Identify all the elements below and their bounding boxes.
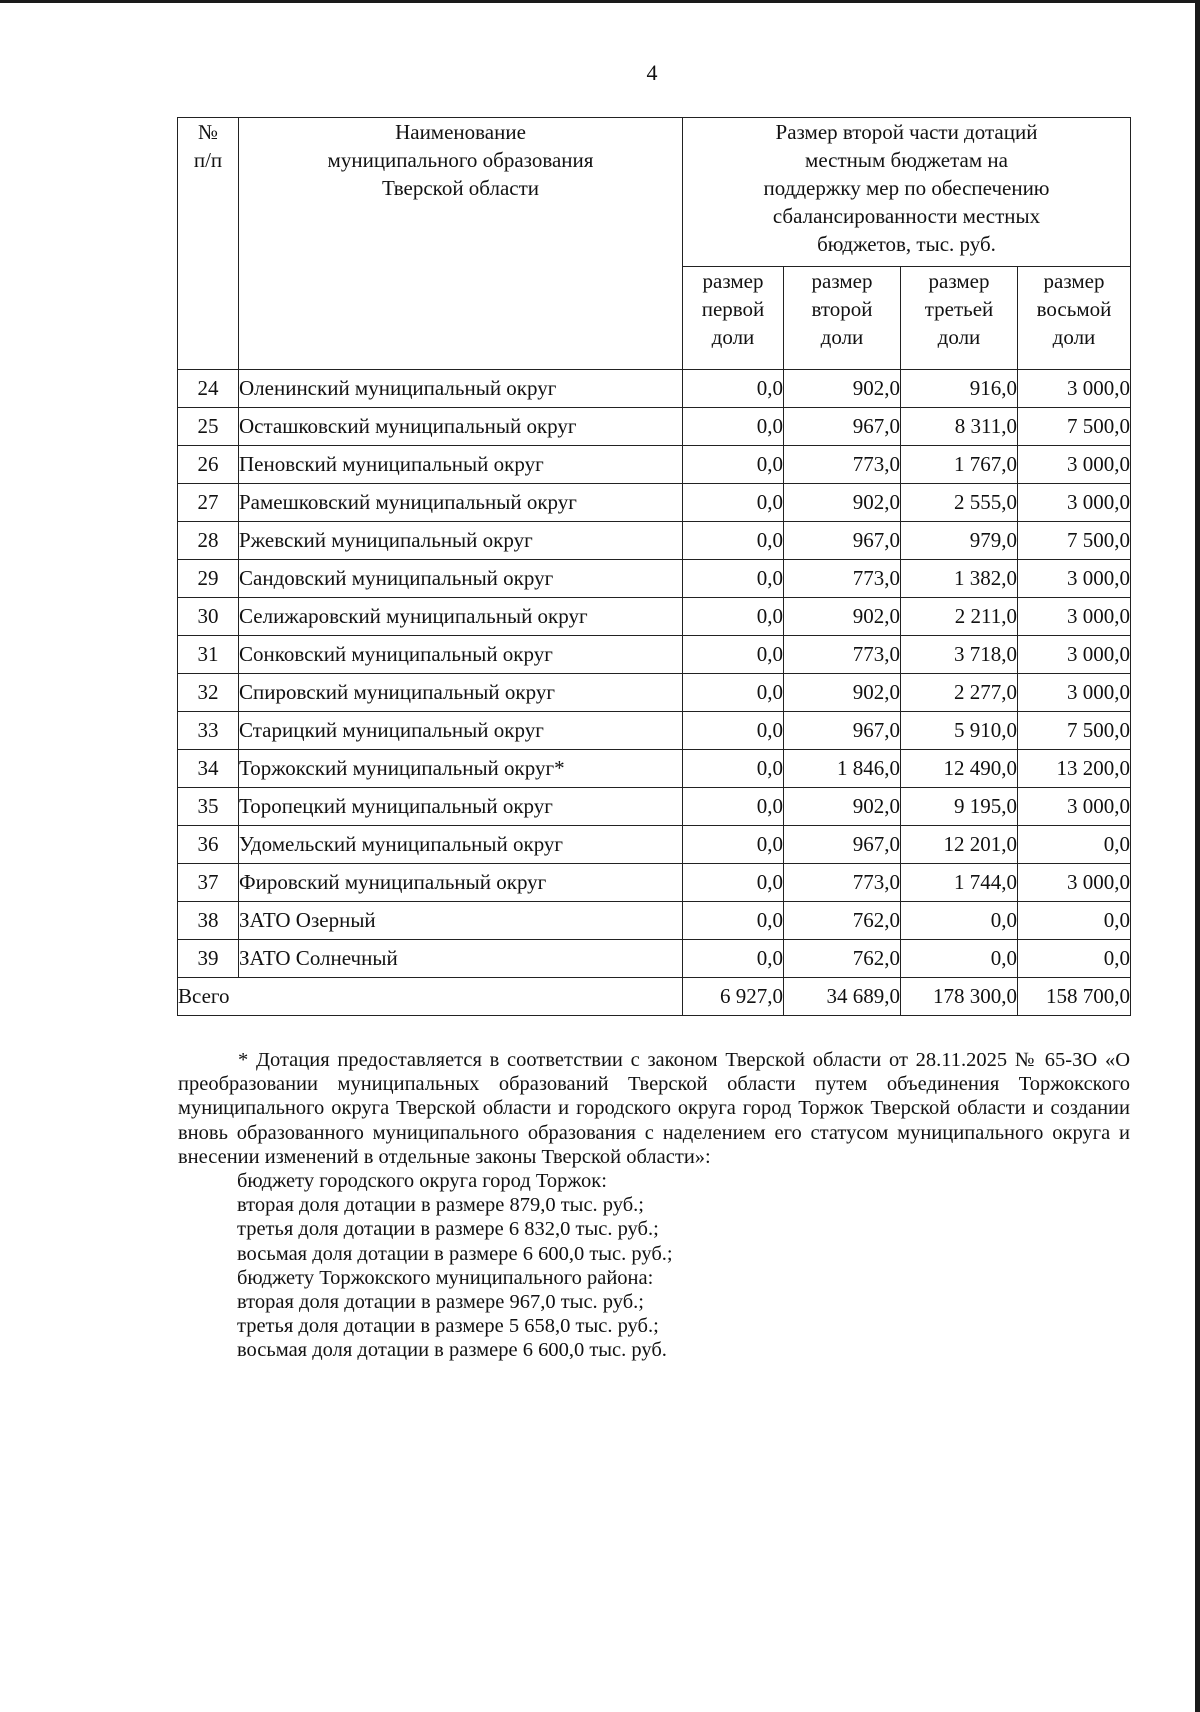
table-row: [178, 940, 1131, 978]
row-number: 24: [178, 370, 239, 408]
row-share-1: 0,0: [683, 864, 784, 902]
footnote-line: вторая доля дотации в размере 967,0 тыс. руб.;: [237, 1291, 645, 1314]
scan-edge-right: [1195, 0, 1200, 1712]
table-row: [178, 522, 1131, 560]
row-share-3: 979,0: [901, 522, 1018, 560]
row-share-8: 3 000,0: [1018, 598, 1131, 636]
row-share-2: 967,0: [784, 522, 901, 560]
table-row: [178, 788, 1131, 826]
table-row: [178, 408, 1131, 446]
total-share-1: 6 927,0: [683, 978, 784, 1016]
header-share-3: размер третьей доли: [901, 267, 1018, 370]
row-name: Торжокский муниципальный округ*: [239, 750, 683, 788]
header-group-line: поддержку мер по обеспечению: [763, 176, 1050, 200]
table-row: [178, 370, 1131, 408]
row-share-3: 12 490,0: [901, 750, 1018, 788]
total-label: Всего: [178, 978, 683, 1016]
row-share-3: 5 910,0: [901, 712, 1018, 750]
table-row: [178, 712, 1131, 750]
row-number: 31: [178, 636, 239, 674]
row-share-2: 773,0: [784, 446, 901, 484]
row-share-3: 2 211,0: [901, 598, 1018, 636]
footnote-paragraph: * Дотация предоставляется в соответствии с законом Тверской области от 28.11.2025 № 65-ЗО «О преобразовании муниципальных образований Тверской области путем объединения Торжокского муниципального округа Тверской области и городского округа город Торжок Тверской области и создании вновь образованного муниципального образования с наделением его статусом муниципального округа и внесении изменений в отдельные законы Тверской области»:: [178, 1049, 1130, 1168]
header-group-line: Размер второй части дотаций: [775, 120, 1038, 144]
row-name: Рамешковский муниципальный округ: [239, 484, 683, 522]
row-share-1: 0,0: [683, 446, 784, 484]
row-share-2: 773,0: [784, 560, 901, 598]
row-share-2: 902,0: [784, 598, 901, 636]
row-share-3: 916,0: [901, 370, 1018, 408]
header-name-line: муниципального образования: [327, 148, 594, 172]
table-row: [178, 826, 1131, 864]
footnote-line: третья доля дотации в размере 6 832,0 тыс. руб.;: [237, 1218, 659, 1241]
header-name-line: Наименование: [395, 120, 526, 144]
footnote-line: бюджету городского округа город Торжок:: [237, 1170, 607, 1193]
footnote-line: вторая доля дотации в размере 879,0 тыс. руб.;: [237, 1194, 645, 1217]
row-name: Спировский муниципальный округ: [239, 674, 683, 712]
row-share-8: 7 500,0: [1018, 408, 1131, 446]
row-share-1: 0,0: [683, 674, 784, 712]
row-share-1: 0,0: [683, 636, 784, 674]
row-name: Фировский муниципальный округ: [239, 864, 683, 902]
row-share-3: 0,0: [901, 902, 1018, 940]
row-share-2: 773,0: [784, 636, 901, 674]
row-number: 26: [178, 446, 239, 484]
row-number: 28: [178, 522, 239, 560]
row-number: 39: [178, 940, 239, 978]
table-row: [178, 636, 1131, 674]
row-share-1: 0,0: [683, 522, 784, 560]
row-share-1: 0,0: [683, 560, 784, 598]
row-share-2: 967,0: [784, 408, 901, 446]
header-share-2: размер второй доли: [784, 267, 901, 370]
row-name: Удомельский муниципальный округ: [239, 826, 683, 864]
row-share-1: 0,0: [683, 598, 784, 636]
table-row: [178, 902, 1131, 940]
row-share-1: 0,0: [683, 750, 784, 788]
row-number: 32: [178, 674, 239, 712]
header-name-line: Тверской области: [381, 176, 540, 200]
page-number: 4: [646, 60, 658, 85]
row-share-8: 0,0: [1018, 902, 1131, 940]
row-share-3: 12 201,0: [901, 826, 1018, 864]
footnote-line: третья доля дотации в размере 5 658,0 тыс. руб.;: [237, 1315, 659, 1338]
row-share-2: 902,0: [784, 484, 901, 522]
row-share-8: 3 000,0: [1018, 370, 1131, 408]
row-number: 38: [178, 902, 239, 940]
row-name: Селижаровский муниципальный округ: [239, 598, 683, 636]
row-share-2: 773,0: [784, 864, 901, 902]
row-share-3: 1 767,0: [901, 446, 1018, 484]
table-row: [178, 598, 1131, 636]
row-share-8: 3 000,0: [1018, 788, 1131, 826]
row-name: Оленинский муниципальный округ: [239, 370, 683, 408]
row-share-8: 0,0: [1018, 826, 1131, 864]
row-share-2: 762,0: [784, 902, 901, 940]
row-share-3: 1 744,0: [901, 864, 1018, 902]
row-number: 27: [178, 484, 239, 522]
row-share-3: 0,0: [901, 940, 1018, 978]
row-share-8: 7 500,0: [1018, 522, 1131, 560]
row-share-8: 0,0: [1018, 940, 1131, 978]
row-share-8: 3 000,0: [1018, 864, 1131, 902]
row-share-1: 0,0: [683, 940, 784, 978]
table-row: [178, 484, 1131, 522]
row-name: Сонковский муниципальный округ: [239, 636, 683, 674]
row-share-1: 0,0: [683, 902, 784, 940]
total-share-2: 34 689,0: [784, 978, 901, 1016]
row-share-1: 0,0: [683, 712, 784, 750]
row-share-8: 3 000,0: [1018, 484, 1131, 522]
row-share-2: 1 846,0: [784, 750, 901, 788]
row-share-8: 3 000,0: [1018, 446, 1131, 484]
row-share-1: 0,0: [683, 408, 784, 446]
header-number-line: №: [197, 120, 219, 144]
header-subsidy-group: [683, 118, 1131, 267]
total-row: [178, 978, 1131, 1016]
row-name: Осташковский муниципальный округ: [239, 408, 683, 446]
row-share-8: 13 200,0: [1018, 750, 1131, 788]
header-group-line: сбалансированности местных: [772, 204, 1041, 228]
row-share-2: 902,0: [784, 370, 901, 408]
row-share-3: 1 382,0: [901, 560, 1018, 598]
row-share-1: 0,0: [683, 370, 784, 408]
row-share-8: 7 500,0: [1018, 712, 1131, 750]
row-number: 34: [178, 750, 239, 788]
footnote-line: бюджету Торжокского муниципального района:: [237, 1266, 654, 1289]
total-share-8: 158 700,0: [1018, 978, 1131, 1016]
row-share-3: 2 555,0: [901, 484, 1018, 522]
row-share-8: 3 000,0: [1018, 636, 1131, 674]
row-share-1: 0,0: [683, 484, 784, 522]
header-group-line: местным бюджетам на: [805, 148, 1008, 172]
row-share-3: 3 718,0: [901, 636, 1018, 674]
table-row: [178, 560, 1131, 598]
header-share-1: размер первой доли: [683, 267, 784, 370]
row-number: 29: [178, 560, 239, 598]
subsidy-table: [177, 117, 1131, 1016]
row-share-1: 0,0: [683, 826, 784, 864]
row-share-2: 902,0: [784, 674, 901, 712]
header-municipality-name: [239, 118, 683, 370]
row-share-1: 0,0: [683, 788, 784, 826]
row-share-3: 9 195,0: [901, 788, 1018, 826]
row-share-3: 2 277,0: [901, 674, 1018, 712]
row-name: Торопецкий муниципальный округ: [239, 788, 683, 826]
row-number: 37: [178, 864, 239, 902]
row-share-8: 3 000,0: [1018, 560, 1131, 598]
total-share-3: 178 300,0: [901, 978, 1018, 1016]
row-number: 35: [178, 788, 239, 826]
header-group-line: бюджетов, тыс. руб.: [817, 232, 996, 256]
row-name: Сандовский муниципальный округ: [239, 560, 683, 598]
row-share-2: 902,0: [784, 788, 901, 826]
row-share-3: 8 311,0: [901, 408, 1018, 446]
row-share-2: 967,0: [784, 712, 901, 750]
footnote-line: восьмая доля дотации в размере 6 600,0 тыс. руб.;: [237, 1242, 673, 1265]
row-name: Пеновский муниципальный округ: [239, 446, 683, 484]
table-row: [178, 750, 1131, 788]
header-number: [178, 118, 239, 370]
row-name: ЗАТО Озерный: [239, 902, 683, 940]
row-name: Старицкий муниципальный округ: [239, 712, 683, 750]
row-number: 36: [178, 826, 239, 864]
footnote-line: восьмая доля дотации в размере 6 600,0 тыс. руб.: [237, 1339, 667, 1362]
header-number-line: п/п: [193, 148, 223, 172]
table-row: [178, 864, 1131, 902]
footnote: [178, 1048, 1130, 1363]
row-name: Ржевский муниципальный округ: [239, 522, 683, 560]
row-name: ЗАТО Солнечный: [239, 940, 683, 978]
header-share-8: размер восьмой доли: [1018, 267, 1131, 370]
table-row: [178, 674, 1131, 712]
row-number: 30: [178, 598, 239, 636]
row-share-2: 967,0: [784, 826, 901, 864]
row-number: 25: [178, 408, 239, 446]
row-share-2: 762,0: [784, 940, 901, 978]
scan-edge-top: [0, 0, 1200, 3]
row-share-8: 3 000,0: [1018, 674, 1131, 712]
row-number: 33: [178, 712, 239, 750]
table-row: [178, 446, 1131, 484]
